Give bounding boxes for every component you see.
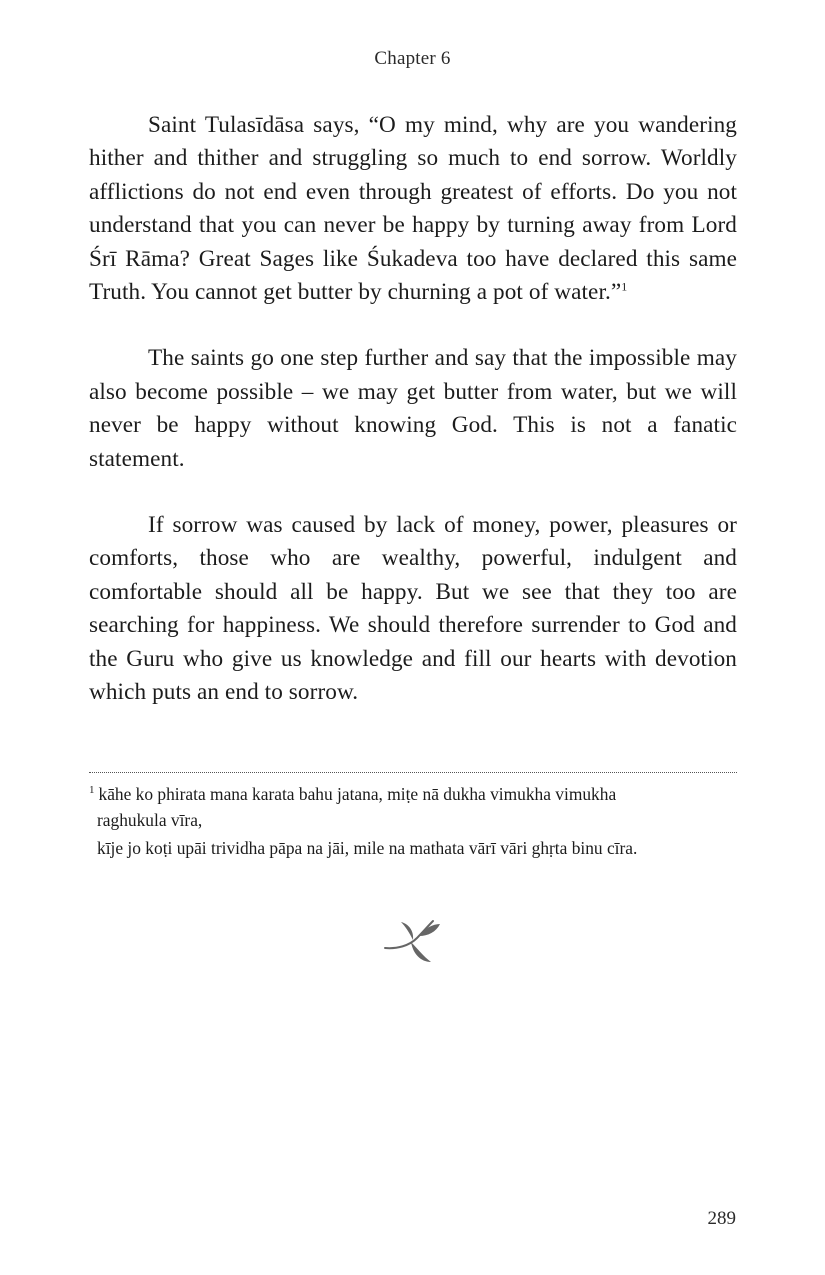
body-text bbox=[89, 109, 737, 743]
page-number: 289 bbox=[707, 1208, 736, 1229]
paragraph-3: If sorrow was caused by lack of money, power, pleasures or comforts, those who are wealthy, powerful, indulgent and comfortable should all be happy. But we see that they too are searching for happiness. We should therefore surrender to God and the Guru who give us knowledge and fill our hearts with devotion which puts an end to sorrow. bbox=[89, 512, 737, 706]
footnote-line-2: raghukula vīra, bbox=[97, 810, 203, 830]
paragraph-2: The saints go one step further and say that the impossible may also become possible – we may get butter from water, but we will never be happy without knowing God. This is not a fanatic statement. bbox=[89, 345, 737, 472]
footnote-reference: 1 bbox=[621, 279, 628, 294]
paragraph-1 bbox=[89, 109, 737, 309]
ornament-leaf-bottom bbox=[411, 942, 431, 962]
ornament-leaf-top-left bbox=[401, 922, 413, 940]
footnote-divider bbox=[89, 772, 737, 773]
leaf-sprig-icon bbox=[383, 918, 441, 964]
paragraph-1-text: Saint Tulasīdāsa says, “O my mind, why are you wandering hither and thither and struggling so much to end sorrow. Worldly afflictions do not end even through greatest of efforts. Do you not understand that you can never be happy by turning away from Lord Śrī Rāma? Great Sages like Śukadeva too have declared this same Truth. You cannot get butter by churning a pot of water.” bbox=[89, 112, 737, 306]
running-header: Chapter 6 bbox=[374, 48, 451, 69]
footnote bbox=[89, 781, 739, 861]
footnote-line-1 bbox=[89, 781, 739, 807]
footnote-number: 1 bbox=[89, 784, 95, 797]
footnote-line-3: kīje jo koṭi upāi trividha pāpa na jāi, mile na mathata vārī vāri ghṛta binu cīra. bbox=[97, 838, 638, 858]
footnote-line-1-text: kāhe ko phirata mana karata bahu jatana, miṭe nā dukha vimukha vimukha bbox=[98, 784, 617, 804]
